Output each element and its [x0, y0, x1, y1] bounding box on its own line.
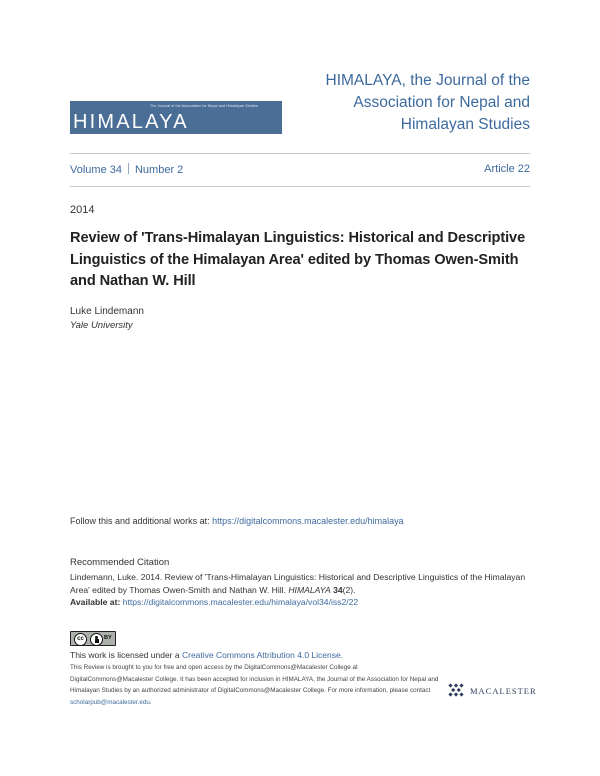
volume-link[interactable]: Volume 34: [70, 164, 122, 176]
article-title: Review of 'Trans-Himalayan Linguistics: Historical and Descriptive Linguistics of the Himalayan Area' edited by Thomas Owen-Smith and Nathan W. Hill: [70, 230, 526, 289]
repository-fine-print: [70, 662, 440, 708]
follow-line: [70, 516, 404, 526]
follow-prefix: Follow this and additional works at:: [70, 516, 213, 526]
attribution-person-icon: [90, 633, 103, 646]
fine-print-end: .: [149, 698, 152, 706]
citation-issue: (2).: [342, 584, 356, 595]
fine-print-text: This Review is brought to you for free and open access by the DigitalCommons@Macalester College at DigitalCommons@Macalester College. It has been accepted for inclusion in HIMALAYA, the Journal of the Association for Nepal and Himalayan Studies by an authorized administrator of DigitalCommons@Macalester College. For more information, please contact: [70, 664, 439, 694]
cc-by-badge[interactable]: [70, 631, 116, 646]
citation-available-label: Available at:: [70, 597, 123, 607]
issue-separator: [128, 163, 129, 174]
author-name[interactable]: Luke Lindemann: [70, 306, 144, 317]
citation-link[interactable]: https://digitalcommons.macalester.edu/himalaya/vol34/iss2/22: [122, 597, 359, 607]
citation-text: Lindemann, Luke. 2014. Review of 'Trans-Himalayan Linguistics: Historical and Descriptive Linguistics of the Himalayan Area' edited by Thomas Owen-Smith and Nathan W. Hill.: [70, 572, 526, 595]
citation-journal: HIMALAYA: [288, 584, 331, 595]
journal-title-line-2: Association for Nepal and: [353, 94, 530, 111]
license-prefix: This work is licensed under a: [70, 650, 182, 660]
author-affiliation: Yale University: [70, 320, 133, 331]
citation-heading: Recommended Citation: [70, 557, 170, 568]
logo-wordmark: HIMALAYA: [73, 111, 189, 133]
journal-title[interactable]: [270, 70, 530, 136]
header-divider-bottom: [70, 186, 530, 187]
cc-icon: cc: [74, 633, 87, 646]
publication-year: 2014: [70, 204, 95, 216]
article-link[interactable]: Article 22: [484, 163, 530, 175]
macalester-shield-icon: [448, 682, 464, 700]
citation-body: [70, 571, 540, 609]
cc-by-label: BY: [104, 635, 112, 641]
contact-email-link[interactable]: scholarpub@macalester.edu: [70, 698, 150, 706]
license-link[interactable]: Creative Commons Attribution 4.0 License.: [181, 650, 344, 660]
journal-title-line-3: Himalayan Studies: [400, 116, 530, 133]
citation-volume: 34: [330, 584, 343, 595]
journal-title-line-1: HIMALAYA, the Journal of the: [325, 72, 530, 89]
macalester-wordmark: MACALESTER: [470, 686, 537, 696]
logo-tagline: The Journal of the Association for Nepal and Himalayan Studies: [150, 104, 258, 108]
issue-row: [70, 163, 530, 176]
header-divider-top: [70, 153, 530, 154]
follow-link[interactable]: https://digitalcommons.macalester.edu/himalaya: [212, 516, 404, 526]
number-link[interactable]: Number 2: [134, 164, 184, 176]
license-line: [70, 650, 343, 660]
